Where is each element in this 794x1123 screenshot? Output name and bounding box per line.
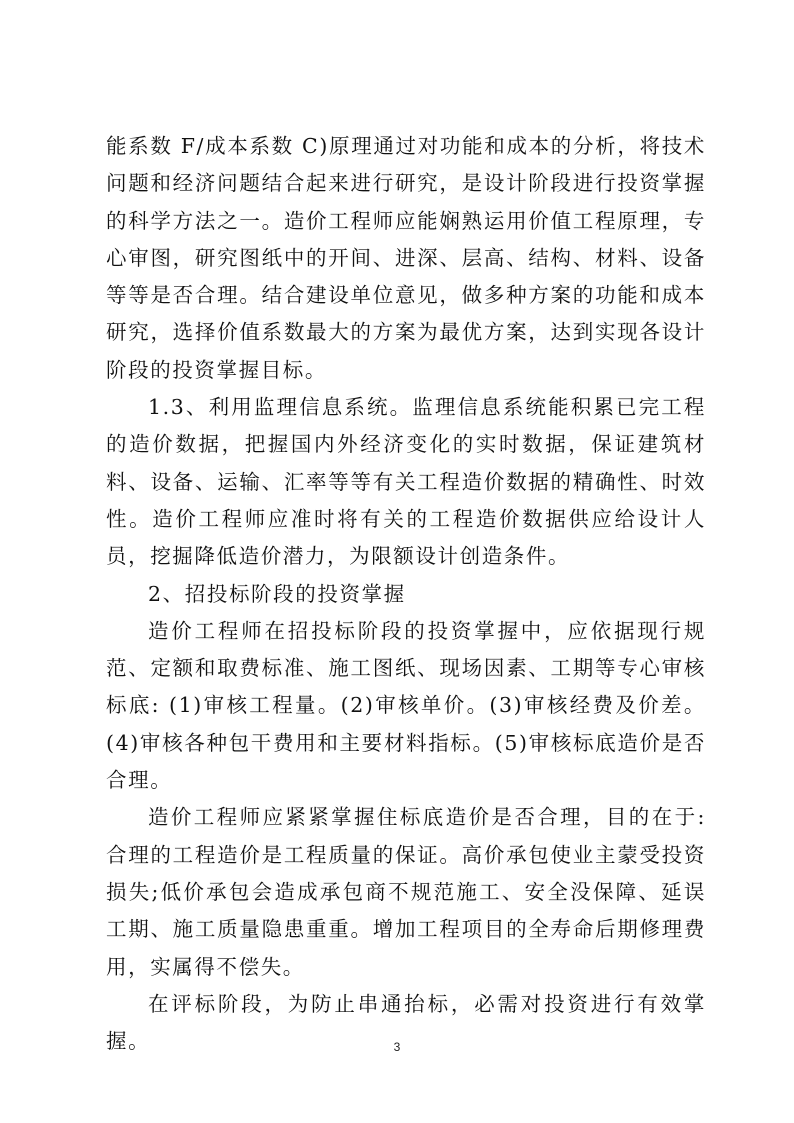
document-body — [106, 128, 706, 1060]
section-heading-bidding-stage: 2、招投标阶段的投资掌握 — [148, 581, 406, 606]
paragraph-bid-review: 造价工程师在招投标阶段的投资掌握中，应依据现行规范、定额和取费标准、施工图纸、现场因素、工期等专心审核标底: (1)审核工程量。(2)审核单价。(3)审核经费及价差。(4)审核各种包干费用和主要材料指标。(5)审核标底造价是否合理。 — [106, 618, 706, 793]
paragraph-base-price-control: 造价工程师应紧紧掌握住标底造价是否合理，目的在于: 合理的工程造价是工程质量的保证。高价承包使业主蒙受投资损失;低价承包会造成承包商不规范施工、安全没保障、延误工期、施工质量隐患重重。增加工程项目的全寿命后期修理费用，实属得不偿失。 — [106, 805, 706, 979]
paragraph-monitoring-system: 1.3、利用监理信息系统。监理信息系统能积累已完工程的造价数据，把握国内外经济变化的实时数据，保证建筑材料、设备、运输、汇率等等有关工程造价数据的精确性、时效性。造价工程师应准时将有关的工程造价数据供应给设计人员，挖掘降低造价潜力，为限额设计创造条件。 — [106, 395, 706, 569]
paragraph-evaluation-stage: 在评标阶段，为防止串通抬标，必需对投资进行有效掌握。 — [106, 991, 706, 1054]
page-number: 3 — [393, 1040, 401, 1054]
paragraph-value-engineering: 能系数 F/成本系数 C)原理通过对功能和成本的分析，将技术问题和经济问题结合起来进行研究，是设计阶段进行投资掌握的科学方法之一。造价工程师应能娴熟运用价值工程原理，专心审图，研究图纸中的开间、进深、层高、结构、材料、设备等等是否合理。结合建设单位意见，做多种方案的功能和成本研究，选择价值系数最大的方案为最优方案，达到实现各设计阶段的投资掌握目标。 — [106, 134, 706, 382]
